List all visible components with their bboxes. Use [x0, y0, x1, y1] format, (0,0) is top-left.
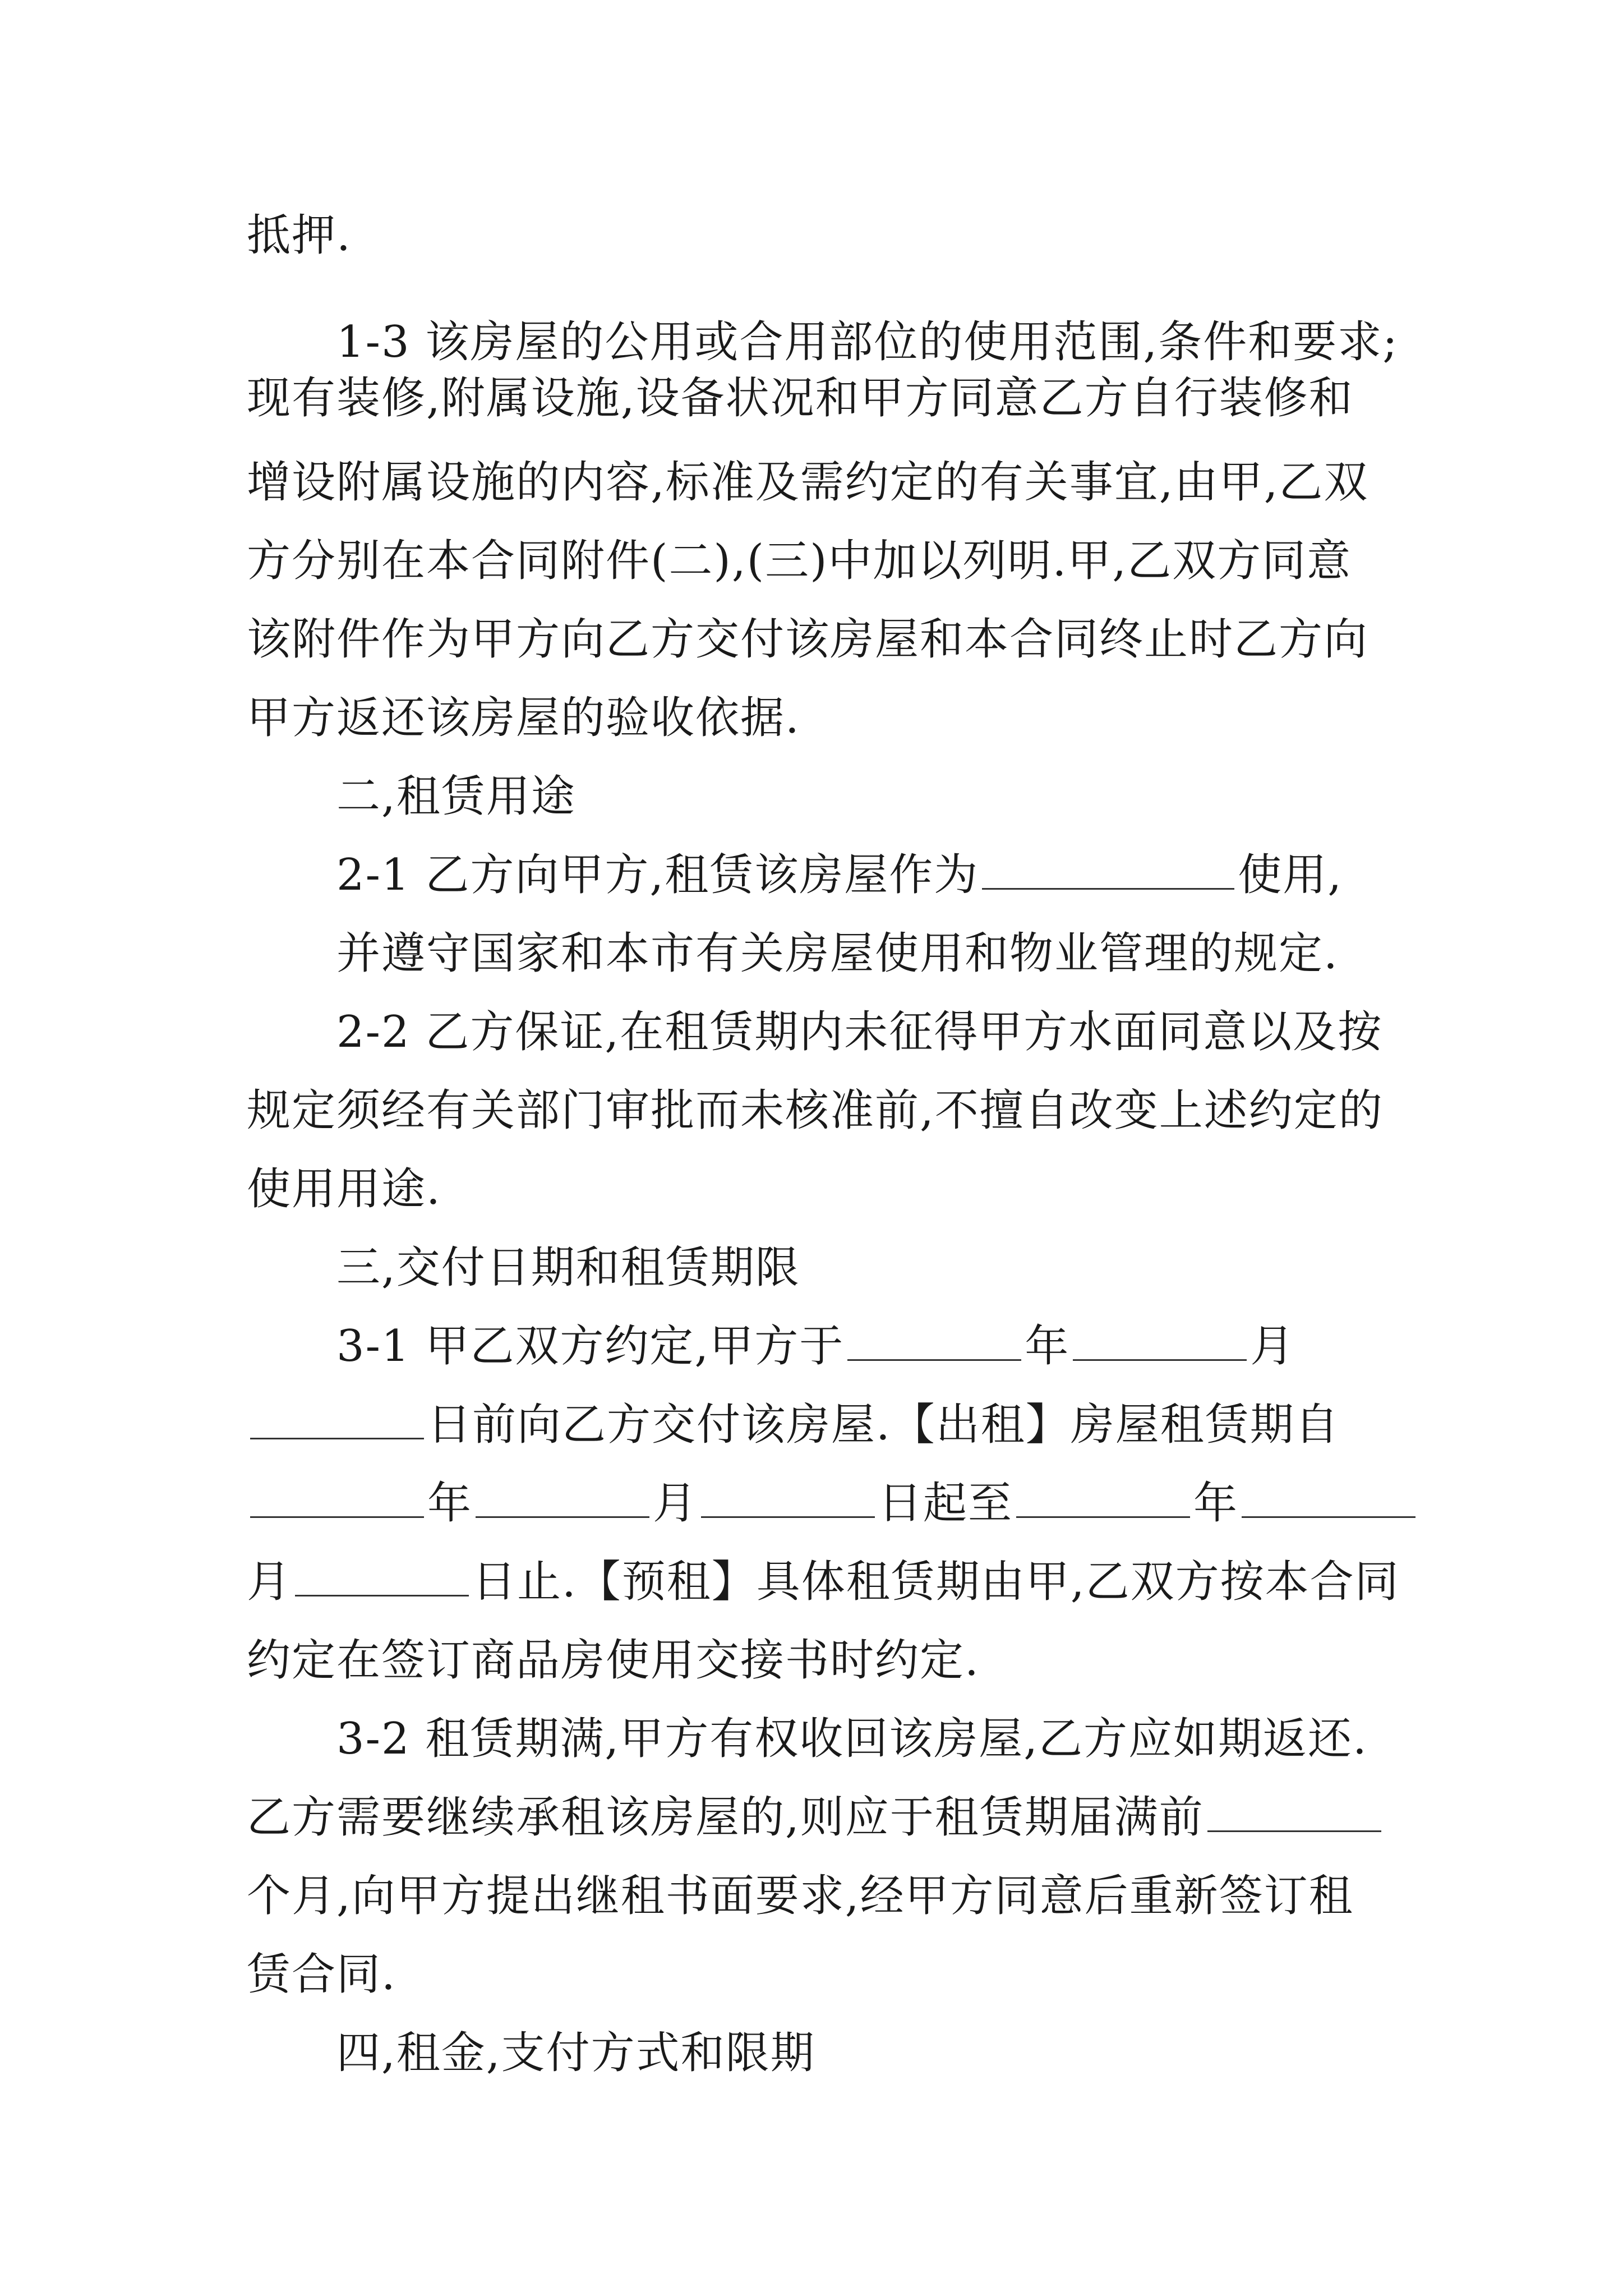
paragraph-line [247, 370, 1354, 426]
fill-blank-start-day [701, 1477, 875, 1518]
text: 抵押. [247, 210, 352, 261]
fill-blank-start-month [476, 1477, 649, 1518]
paragraph-line [247, 1632, 980, 1688]
paragraph-line [247, 533, 1352, 589]
text: 1-3 该房屋的公用或合用部位的使用范围,条件和要求; [336, 317, 1399, 367]
text: 年 [1193, 1478, 1239, 1529]
paragraph-line [247, 208, 352, 264]
paragraph-line [247, 1554, 1400, 1610]
heading-text: 四,租金,支付方式和限期 [336, 2028, 815, 2078]
text: 日起至 [878, 1478, 1013, 1529]
clause-2-2-line [336, 1004, 1382, 1060]
section-heading-2 [336, 769, 576, 825]
text: 2-1 乙方向甲方,租赁该房屋作为 [336, 850, 979, 900]
text: 方分别在本合同附件(二),(三)中加以列明.甲,乙双方同意 [247, 536, 1352, 586]
paragraph-line [247, 1161, 441, 1217]
paragraph-line [247, 1475, 1419, 1531]
text: 月 [653, 1478, 698, 1529]
fill-blank-end-year [1016, 1477, 1190, 1518]
text: 乙方需要继续承租该房屋的,则应于租赁期届满前 [247, 1792, 1204, 1843]
clause-3-1-line [336, 1318, 1295, 1374]
fill-blank-year [847, 1320, 1021, 1361]
paragraph-line [247, 1083, 1384, 1139]
text: 使用, [1238, 850, 1343, 900]
fill-blank-month [1073, 1320, 1247, 1361]
paragraph-line [247, 1789, 1385, 1846]
fill-blank-day [250, 1398, 424, 1439]
heading-text: 三,交付日期和租赁期限 [336, 1243, 800, 1293]
text: 年 [427, 1478, 473, 1529]
clause-3-2-line [336, 1711, 1368, 1767]
text: 个月,向甲方提出继租书面要求,经甲方同意后重新签订租 [247, 1871, 1354, 1921]
paragraph-line [247, 611, 1368, 668]
fill-blank-end-month [1242, 1477, 1415, 1518]
text: 赁合同. [247, 1949, 396, 2000]
text: 年 [1025, 1321, 1070, 1372]
paragraph-line [247, 690, 800, 746]
text: 甲方返还该房屋的验收依据. [247, 693, 800, 743]
text: 3-2 租赁期满,甲方有权收回该房屋,乙方应如期返还. [336, 1714, 1368, 1764]
text: 3-1 甲乙双方约定,甲方于 [336, 1321, 845, 1372]
text: 并遵守国家和本市有关房屋使用和物业管理的规定. [336, 928, 1339, 979]
text: 2-2 乙方保证,在租赁期内未征得甲方水面同意以及按 [336, 1007, 1383, 1057]
text: 规定须经有关部门审批而未核准前,不擅自改变上述约定的 [247, 1085, 1384, 1136]
clause-1-3-line [336, 314, 1398, 370]
text: 日前向乙方交付该房屋.【出租】房屋租赁期自 [427, 1400, 1340, 1450]
text: 使用用途. [247, 1164, 441, 1214]
text: 月 [247, 1557, 292, 1607]
heading-text: 二,租赁用途 [336, 771, 576, 822]
fill-blank-start-year [250, 1477, 424, 1518]
text: 约定在签订商品房使用交接书时约定. [247, 1635, 980, 1686]
section-heading-3 [336, 1240, 800, 1296]
text: 该附件作为甲方向乙方交付该房屋和本合同终止时乙方向 [247, 614, 1369, 665]
text: 增设附属设施的内容,标准及需约定的有关事宜,由甲,乙双 [247, 457, 1369, 508]
text: 日止.【预租】具体租赁期由甲,乙双方按本合同 [472, 1557, 1400, 1607]
paragraph-line [247, 1868, 1354, 1924]
clause-2-1-line [336, 847, 1343, 903]
text: 月 [1250, 1321, 1295, 1372]
text: 现有装修,附属设施,设备状况和甲方同意乙方自行装修和 [247, 373, 1354, 424]
paragraph-line [247, 1397, 1340, 1453]
fill-blank-months [1207, 1791, 1381, 1832]
paragraph-line [247, 1947, 396, 2003]
paragraph-line [247, 454, 1368, 510]
fill-blank-end-day [295, 1556, 469, 1596]
paragraph-line [336, 926, 1339, 982]
fill-blank-usage [982, 849, 1234, 890]
section-heading-4 [336, 2025, 815, 2081]
